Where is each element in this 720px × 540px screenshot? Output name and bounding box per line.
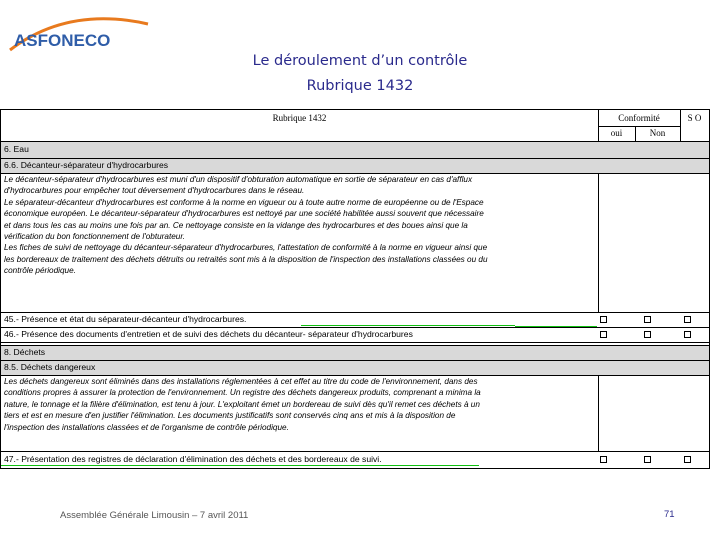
section-85-dechets-dangereux: 8.5. Déchets dangereux bbox=[4, 362, 96, 372]
rule bbox=[1, 345, 709, 346]
rule bbox=[1, 375, 709, 376]
rule bbox=[1, 141, 709, 142]
page-title-line2: Rubrique 1432 bbox=[306, 78, 414, 94]
checkbox-47-oui[interactable] bbox=[600, 456, 607, 463]
rule bbox=[1, 158, 709, 159]
rule bbox=[680, 110, 681, 141]
paragraph-66-line: Le décanteur-séparateur d'hydrocarbures est muni d'un dispositif d'obturation automatique en sortie de séparateur en cas d'afflux bbox=[4, 175, 473, 184]
item-47: 47.- Présentation des registres de déclaration d'élimination des déchets et des bordereaux de suivi. bbox=[4, 454, 382, 464]
header-non: Non bbox=[649, 128, 666, 138]
paragraph-66-line: Le séparateur-décanteur d'hydrocarbures est conforme à la norme en vigueur ou à toute autre norme de européenne ou de l'Espace bbox=[4, 197, 484, 207]
paragraph-66-line: Les fiches de suivi de nettoyage du décanteur-séparateur d'hydrocarbures, l'attestation de conformité à la norme en vigueur ainsi que bbox=[4, 243, 488, 253]
checkbox-47-so[interactable] bbox=[684, 456, 691, 463]
logo-text: ASFONECO bbox=[14, 31, 111, 50]
checkbox-47-non[interactable] bbox=[644, 456, 651, 463]
rule bbox=[1, 451, 709, 452]
paragraph-66-line: vérification du bon fonctionnement de l'obturateur. bbox=[4, 232, 186, 242]
rule bbox=[635, 126, 636, 141]
header-oui: oui bbox=[610, 128, 623, 138]
checklist-table bbox=[0, 109, 710, 469]
rule bbox=[598, 375, 599, 451]
paragraph-66-line: d'hydrocarbures pour empêcher tout déversement d'hydrocarbures dans le réseau. bbox=[4, 186, 305, 196]
section-8-dechets: 8. Déchets bbox=[4, 347, 46, 357]
checkbox-45-non[interactable] bbox=[644, 316, 651, 323]
paragraph-85-line: conditions propres à assurer la protection de l'environnement. Un registre des déchets dangereux produits, comprenant a minima la bbox=[4, 388, 481, 398]
paragraph-66-line: économique européen. Le décanteur-séparateur d'hydrocarbures est nettoyé par une société habilitée aussi souvent que nécessaire bbox=[4, 209, 484, 219]
paragraph-66-line: les bordereaux de traitement des déchets détruits ou retraités sont mis à la disposition de l'inspection des installations classées ou du bbox=[4, 254, 488, 264]
rule bbox=[598, 173, 599, 312]
header-conformite: Conformité bbox=[618, 113, 660, 123]
checkbox-46-non[interactable] bbox=[644, 331, 651, 338]
green-underline-45 bbox=[301, 325, 515, 326]
green-underline-47 bbox=[1, 465, 479, 466]
checkbox-46-oui[interactable] bbox=[600, 331, 607, 338]
item-46: 46.- Présence des documents d'entretien et de suivi des déchets du décanteur- séparateur d'hydrocarbures bbox=[4, 329, 413, 339]
rule bbox=[1, 312, 709, 313]
paragraph-85-line: l'inspection des installations classées et de l'organisme de contrôle périodique. bbox=[4, 422, 289, 432]
item-45: 45.- Présence et état du séparateur-décanteur d'hydrocarbures. bbox=[4, 314, 247, 324]
paragraph-66 bbox=[1, 173, 598, 278]
header-rubrique: Rubrique 1432 bbox=[272, 113, 327, 123]
rule bbox=[1, 342, 709, 343]
checkbox-45-oui[interactable] bbox=[600, 316, 607, 323]
section-66-decanteur: 6.6. Décanteur-séparateur d'hydrocarbures bbox=[4, 160, 169, 170]
rule bbox=[598, 110, 599, 141]
paragraph-85-line: Les déchets dangereux sont éliminés dans des installations réglementées à cet effet au titre du code de l'environnement, dans des bbox=[4, 377, 478, 386]
section-6-eau: 6. Eau bbox=[4, 144, 29, 154]
header-so: S O bbox=[687, 113, 702, 123]
rule bbox=[1, 173, 709, 174]
page-title-line1: Le déroulement d’un contrôle bbox=[252, 53, 468, 69]
page-number: 71 bbox=[664, 509, 675, 520]
paragraph-85-line: tiers et est en mesure d'en justifier l'élimination. Les documents justificatifs sont conservés cinq ans et mis à la disposition de bbox=[4, 411, 456, 421]
rule bbox=[1, 327, 709, 328]
paragraph-85 bbox=[1, 375, 598, 434]
paragraph-66-line: et dans tous les cas au moins une fois par an. Ce nettoyage consiste en la vidange des hydrocarbures et des boues ainsi que la bbox=[4, 220, 468, 230]
footer-text: Assemblée Générale Limousin – 7 avril 2011 bbox=[60, 510, 249, 521]
checkbox-46-so[interactable] bbox=[684, 331, 691, 338]
rule bbox=[1, 360, 709, 361]
checkbox-45-so[interactable] bbox=[684, 316, 691, 323]
paragraph-85-line: nature, le tonnage et la filière d'élimination, est tenu à jour. L'exploitant émet un bordereau de suivi dès qu'il remet ces déchets à un bbox=[4, 399, 480, 409]
paragraph-66-line: contrôle périodique. bbox=[4, 266, 76, 276]
rule bbox=[598, 126, 680, 127]
